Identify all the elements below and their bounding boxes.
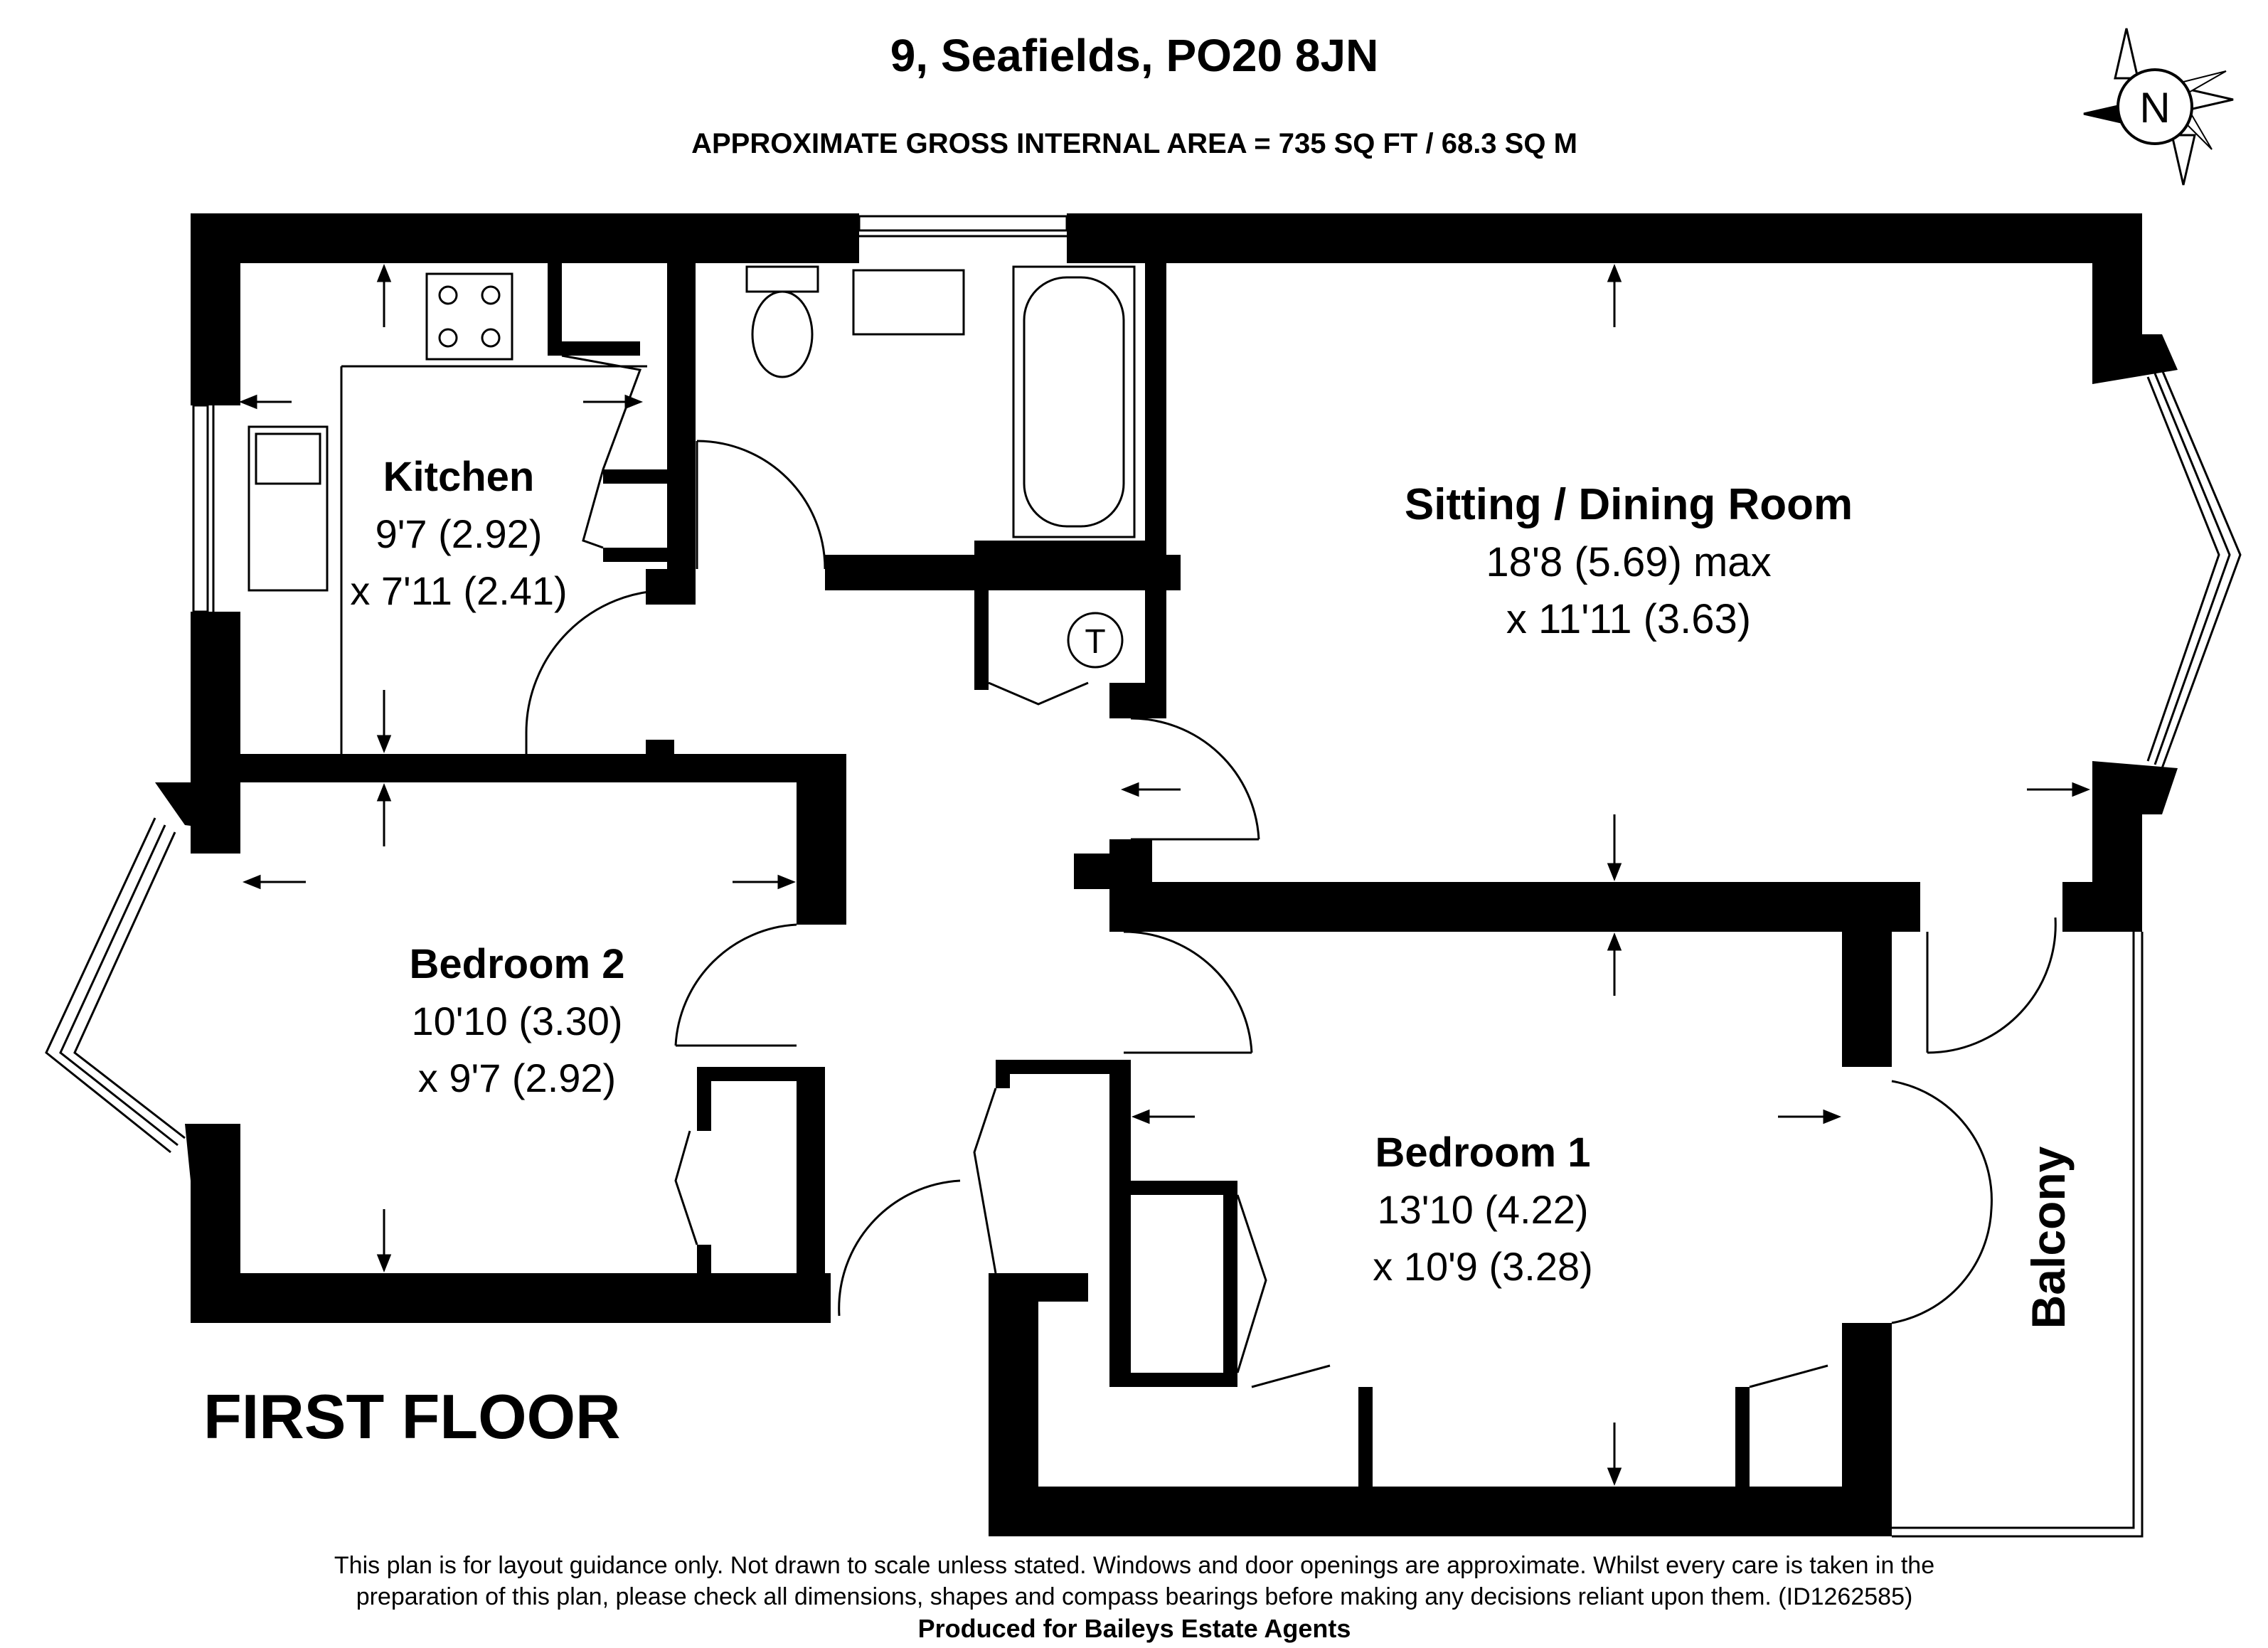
room-dimension: 18'8 (5.69) max bbox=[1486, 539, 1772, 585]
walls bbox=[155, 213, 2178, 1536]
cupboard-label: T bbox=[1085, 623, 1106, 661]
floor-label: FIRST FLOOR bbox=[203, 1381, 621, 1452]
kitchen-sink-icon bbox=[249, 427, 327, 590]
room-bedroom-1 bbox=[1373, 1129, 1593, 1289]
room-balcony: Balcony bbox=[2022, 1146, 2075, 1329]
room-dimension: 9'7 (2.92) bbox=[375, 511, 543, 556]
balcony-outline bbox=[1892, 932, 2142, 1536]
compass-label: N bbox=[2139, 84, 2171, 132]
property-address: 9, Seafields, PO20 8JN bbox=[890, 30, 1379, 81]
room-dimension: x 9'7 (2.92) bbox=[417, 1056, 617, 1100]
hob-icon bbox=[427, 274, 512, 359]
produced-for-credit: Produced for Baileys Estate Agents bbox=[917, 1614, 1351, 1643]
gross-internal-area: APPROXIMATE GROSS INTERNAL AREA = 735 SQ FT / 68.3 SQ M bbox=[691, 128, 1577, 159]
room-name: Kitchen bbox=[383, 454, 535, 500]
room-name: Bedroom 2 bbox=[409, 941, 625, 987]
disclaimer-line-2: preparation of this plan, please check all dimensions, shapes and compass bearings before making any decisions reliant upon them. (ID1262585) bbox=[356, 1583, 1913, 1610]
disclaimer-line-1: This plan is for layout guidance only. Not drawn to scale unless stated. Windows and door openings are approximate. Whilst every care is taken in the bbox=[334, 1552, 1935, 1579]
room-sitting-dining bbox=[1405, 480, 1853, 642]
room-name: Sitting / Dining Room bbox=[1404, 480, 1853, 529]
room-dimension: x 11'11 (3.63) bbox=[1506, 596, 1752, 642]
room-kitchen bbox=[350, 454, 567, 613]
room-name: Bedroom 1 bbox=[1375, 1129, 1591, 1176]
room-dimension: x 10'9 (3.28) bbox=[1373, 1244, 1593, 1289]
bathroom-basin-icon bbox=[853, 270, 964, 334]
room-bedroom-2 bbox=[410, 941, 625, 1100]
room-dimension: 13'10 (4.22) bbox=[1377, 1187, 1589, 1232]
room-dimension: x 7'11 (2.41) bbox=[350, 568, 568, 613]
room-dimension: 10'10 (3.30) bbox=[411, 999, 623, 1043]
compass-north-icon bbox=[2084, 28, 2233, 185]
toilet-icon bbox=[747, 267, 818, 377]
bath-icon bbox=[1013, 267, 1134, 537]
